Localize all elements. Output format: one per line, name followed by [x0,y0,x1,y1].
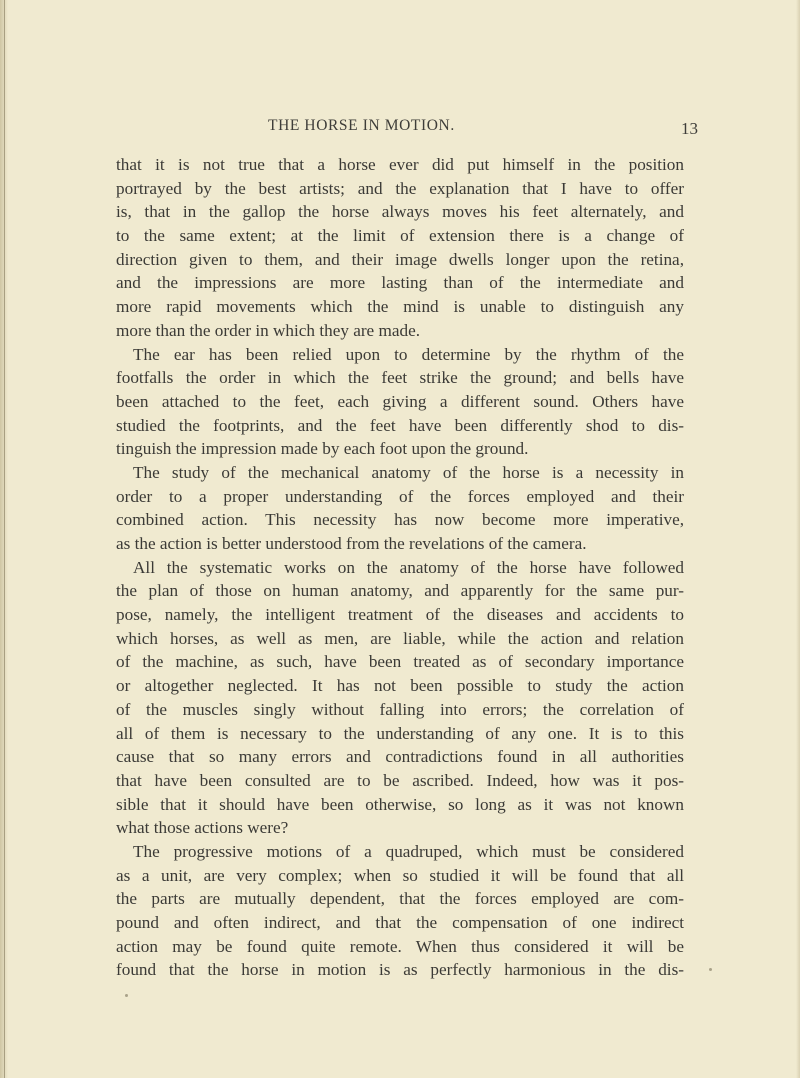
text-line: of the machine, as such, have been treated as of secondary importance [116,652,684,672]
text-line: all of them is necessary to the understanding of any one. It is to this [116,723,684,743]
text-line: studied the footprints, and the feet have been differently shod to dis- [116,415,684,435]
text-line: of the muscles singly without falling into errors; the correlation of [116,699,684,719]
text-line: combined action. This necessity has now become more imperative, [116,510,684,530]
text-line: pound and often indirect, and that the compensation of one indirect [116,913,684,932]
text-line: the parts are mutually dependent, that the forces employed are com- [116,889,684,909]
text-line: pose, namely, the intelligent treatment of the diseases and accidents to [116,605,684,625]
text-line: and the impressions are more lasting than of the intermediate and [116,273,684,293]
text-line: sible that it should have been otherwise, so long as it was not known [116,794,684,814]
text-line: what those actions were? [116,818,289,838]
page-right-edge-shadow [796,0,800,1078]
text-line: tinguish the impression made by each foot upon the ground. [116,439,529,459]
text-line: more rapid movements which the mind is unable to distinguish any [116,297,684,317]
text-line: which horses, as well as men, are liable, while the action and relation [116,628,684,648]
text-line: The ear has been relied upon to determine by the rhythm of the [133,344,684,364]
text-line: as a unit, are very complex; when so studied it will be found that all [116,865,684,885]
text-line: The study of the mechanical anatomy of the horse is a necessity in [133,462,684,482]
text-line: All the systematic works on the anatomy of the horse have followed [133,557,684,577]
body-text [116,153,684,982]
text-line: found that the horse in motion is as perfectly harmonious in the dis- [116,960,684,980]
text-line: the plan of those on human anatomy, and apparently for the same pur- [116,581,684,601]
page-number: 13 [681,119,698,138]
page-left-edge-line [4,0,5,1078]
text-line: more than the order in which they are made. [116,320,421,340]
text-line: The progressive motions of a quadruped, which must be considered [133,841,684,861]
text-line: footfalls the order in which the feet strike the ground; and bells have [116,368,684,388]
paper-speck [125,994,128,997]
text-line: action may be found quite remote. When thus considered it will be [116,936,684,956]
text-line: to the same extent; at the limit of extension there is a change of [116,226,684,246]
text-line: cause that so many errors and contradictions found in all authorities [116,747,684,767]
text-line: been attached to the feet, each giving a different sound. Others have [116,391,684,411]
text-line: portrayed by the best artists; and the explanation that I have to offer [116,178,684,198]
text-line: order to a proper understanding of the forces employed and their [116,486,684,506]
paper-speck [709,968,712,971]
text-line: that it is not true that a horse ever did put himself in the position [116,155,684,174]
running-head: THE HORSE IN MOTION. [268,117,455,134]
text-line: as the action is better understood from the revelations of the camera. [116,534,587,553]
text-line: is, that in the gallop the horse always moves his feet alternately, and [116,202,684,222]
text-line: direction given to them, and their image dwells longer upon the retina, [116,249,684,269]
text-line: or altogether neglected. It has not been possible to study the action [116,676,684,696]
text-line: that have been consulted are to be ascribed. Indeed, how was it pos- [116,770,684,790]
